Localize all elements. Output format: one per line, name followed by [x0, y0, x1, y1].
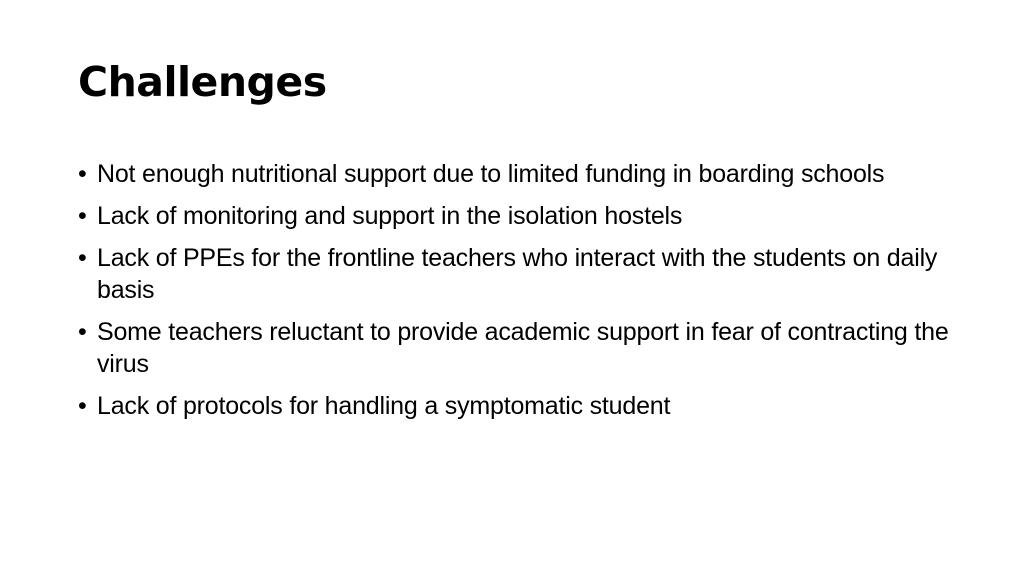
bullet-text: Lack of PPEs for the frontline teachers who interact with the students on daily basis [97, 244, 938, 304]
bullet-list [78, 158, 958, 432]
bullet-text: Lack of monitoring and support in the isolation hostels [97, 202, 683, 230]
bullet-text: Some teachers reluctant to provide academic support in fear of contracting the virus [97, 318, 949, 378]
bullet-icon: • [78, 202, 87, 230]
bullet-icon: • [78, 318, 87, 346]
bullet-item [78, 316, 958, 380]
slide-title: Challenges [78, 58, 327, 106]
bullet-icon: • [78, 244, 87, 272]
bullet-text: Not enough nutritional support due to limited funding in boarding schools [97, 160, 885, 188]
bullet-item [78, 200, 958, 232]
bullet-item [78, 390, 958, 422]
bullet-text: Lack of protocols for handling a symptomatic student [97, 392, 671, 420]
bullet-icon: • [78, 392, 87, 420]
bullet-icon: • [78, 160, 87, 188]
bullet-item [78, 158, 958, 190]
bullet-item [78, 242, 958, 306]
